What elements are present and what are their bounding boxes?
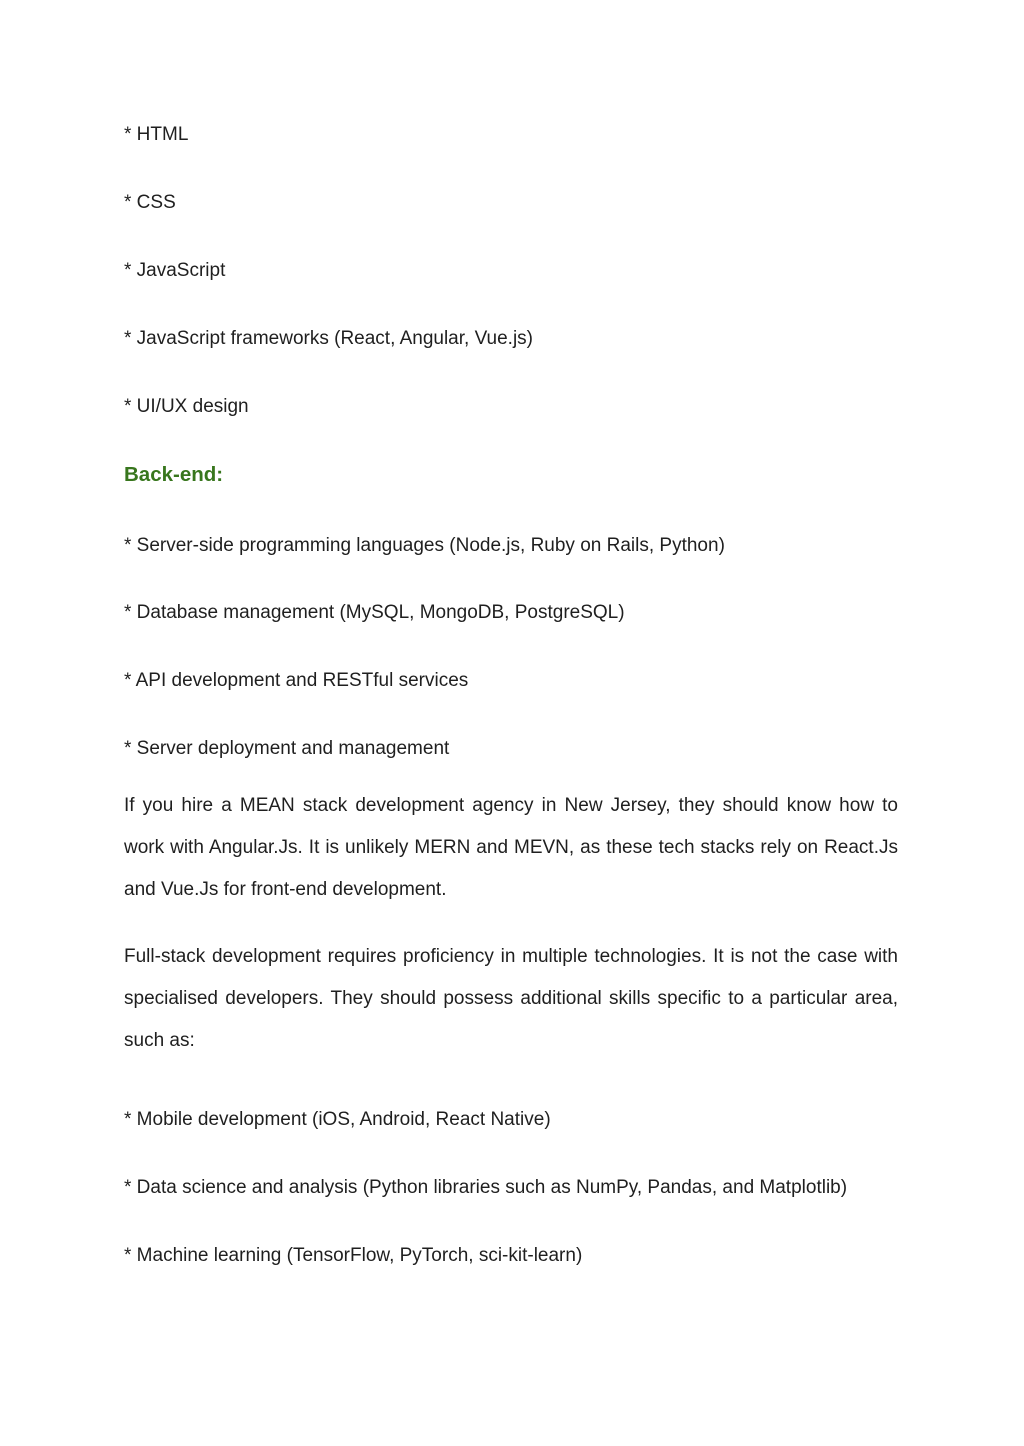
list-item-javascript: * JavaScript [124, 260, 226, 281]
list-item-css: * CSS [124, 192, 176, 213]
list-item-database: * Database management (MySQL, MongoDB, PostgreSQL) [124, 602, 625, 623]
paragraph-mean-stack: If you hire a MEAN stack development agency in New Jersey, they should know how to work with Angular.Js. It is unlikely MERN and MEVN, as these tech stacks rely on React.Js and Vue.Js for front-end development. [124, 795, 898, 900]
list-item-js-frameworks: * JavaScript frameworks (React, Angular, Vue.js) [124, 328, 534, 349]
backend-heading: Back-end: [124, 463, 224, 486]
list-item-mobile: * Mobile development (iOS, Android, React Native) [124, 1109, 551, 1130]
list-item-server-languages: * Server-side programming languages (Node.js, Ruby on Rails, Python) [124, 535, 725, 556]
list-item-html: * HTML [124, 124, 189, 145]
list-item-deployment: * Server deployment and management [124, 738, 450, 759]
paragraph-full-stack: Full-stack development requires proficiency in multiple technologies. It is not the case with specialised developers. They should possess additional skills specific to a particular area, such as: [124, 946, 898, 1051]
list-item-api: * API development and RESTful services [124, 670, 469, 691]
list-item-machine-learning: * Machine learning (TensorFlow, PyTorch, sci-kit-learn) [124, 1245, 583, 1266]
list-item-uiux: * UI/UX design [124, 396, 249, 417]
list-item-data-science: * Data science and analysis (Python libraries such as NumPy, Pandas, and Matplotlib) [124, 1177, 848, 1198]
